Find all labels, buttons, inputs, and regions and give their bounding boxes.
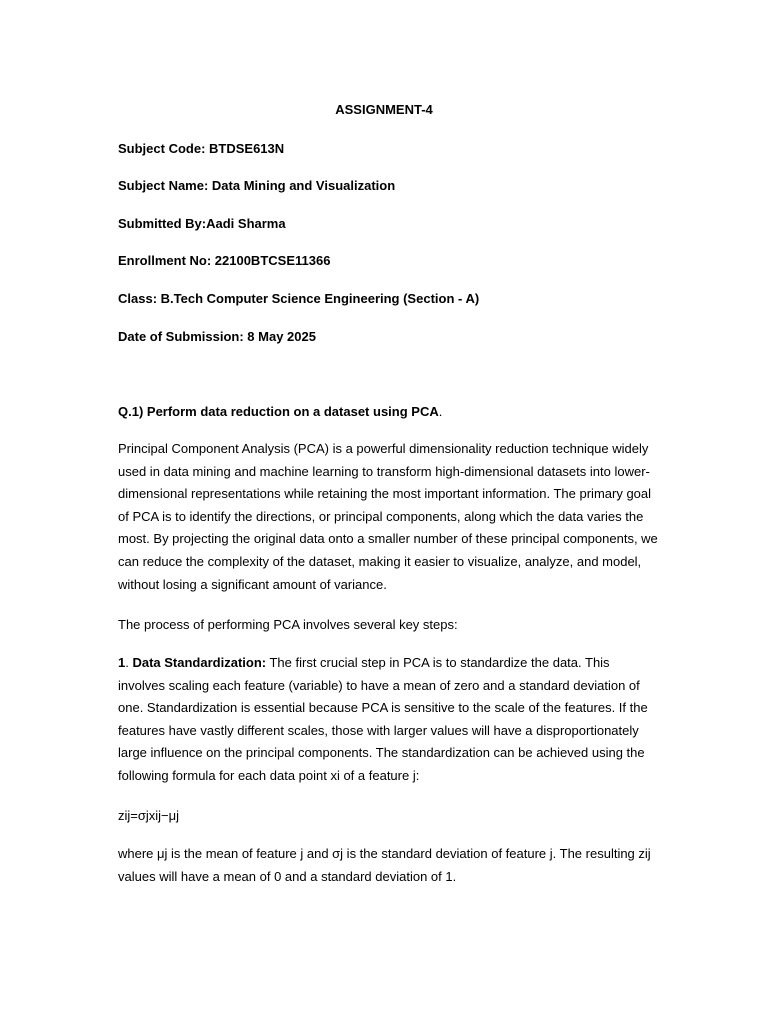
intro-paragraph: Principal Component Analysis (PCA) is a powerful dimensionality reduction technique widely used in data mining and machine learning to transform high-dimensional datasets into lower-dimensional representations while retaining the most important information. The primary goal of PCA is to identify the directions, or principal components, along which the data varies the most. By projecting the original data onto a smaller number of these principal components, we can reduce the complexity of the dataset, making it easier to visualize, analyze, and model, without losing a significant amount of variance.	[118, 441, 658, 592]
question-period: .	[438, 404, 443, 419]
assignment-title: ASSIGNMENT-4	[335, 102, 433, 117]
standardization-formula: zij=σjxij−μj	[118, 808, 180, 823]
steps-intro: The process of performing PCA involves several key steps:	[118, 617, 458, 632]
step-1-dot: .	[125, 655, 133, 670]
submission-date: Date of Submission: 8 May 2025	[118, 329, 316, 344]
step-1-text: The first crucial step in PCA is to standardize the data. This involves scaling each feature (variable) to have a mean of zero and a standard deviation of one. Standardization is essential because PCA is sensitive to the scale of the features. If the features have vastly different scales, those with larger values will have a disproportionately large influence on the principal components. The standardization can be achieved using the following formula for each data point xi of a feature j:	[118, 655, 648, 783]
enrollment-no: Enrollment No: 22100BTCSE11366	[118, 253, 331, 268]
question-heading	[118, 403, 442, 421]
formula-explanation: where μj is the mean of feature j and σj is the standard deviation of feature j. The resulting zij values will have a mean of 0 and a standard deviation of 1.	[118, 846, 651, 884]
question-label: Q.1) Perform data reduction on a dataset using PCA	[118, 404, 439, 419]
subject-name: Subject Name: Data Mining and Visualization	[118, 178, 396, 193]
step-1-heading: Data Standardization:	[132, 655, 267, 670]
submitted-by: Submitted By:Aadi Sharma	[118, 216, 286, 231]
class-info: Class: B.Tech Computer Science Engineering (Section - A)	[118, 291, 480, 306]
step-1-number: 1	[118, 655, 126, 670]
subject-code: Subject Code: BTDSE613N	[118, 141, 285, 156]
step-1-paragraph	[118, 652, 658, 788]
